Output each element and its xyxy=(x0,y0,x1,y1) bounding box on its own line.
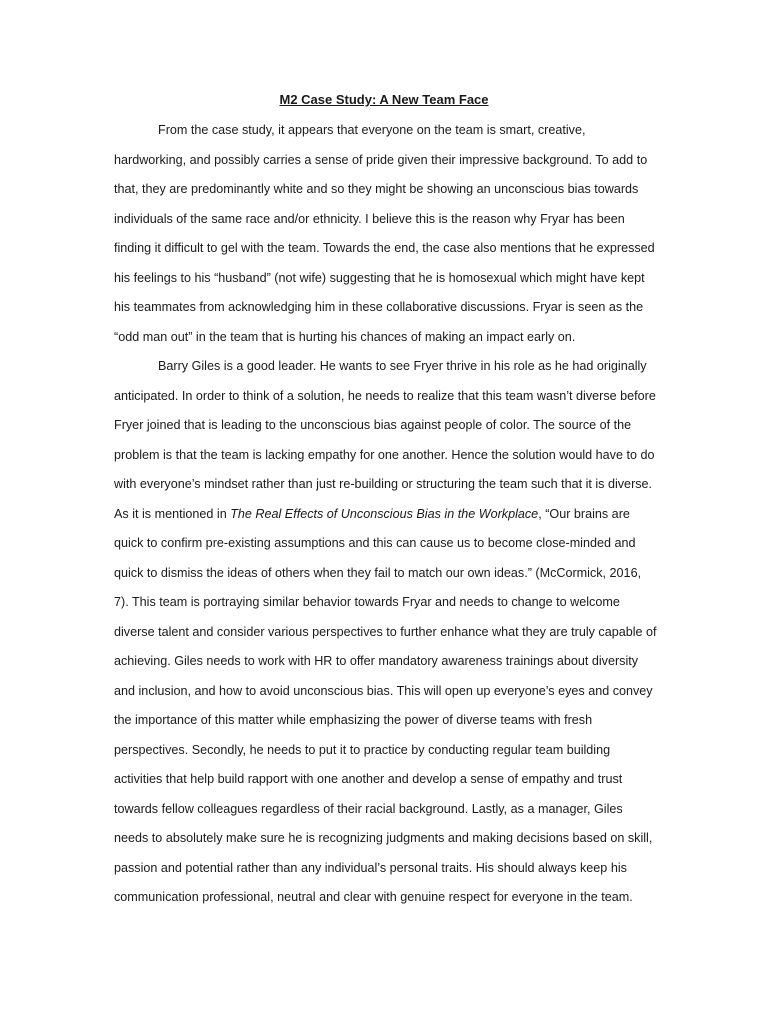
paragraph-2-line: towards fellow colleagues regardless of their racial background. Lastly, as a manager, Giles xyxy=(114,802,623,816)
citation-lead-text: As it is mentioned in xyxy=(114,507,231,521)
paragraph-2-line: and inclusion, and how to avoid unconscious bias. This will open up everyone’s eyes and convey xyxy=(114,684,653,698)
paragraph-2-line: Barry Giles is a good leader. He wants to see Fryer thrive in his role as he had originally xyxy=(158,359,647,373)
document-title: M2 Case Study: A New Team Face xyxy=(279,92,489,107)
paragraph-1-line: his teammates from acknowledging him in these collaborative discussions. Fryar is seen as the xyxy=(114,300,644,314)
paragraph-2-line: achieving. Giles needs to work with HR to offer mandatory awareness trainings about diversity xyxy=(114,654,639,668)
paragraph-2-line-citation xyxy=(114,505,630,523)
paragraph-2-line: 7). This team is portraying similar behavior towards Fryar and needs to change to welcome xyxy=(114,595,620,609)
paragraph-1-line: “odd man out” in the team that is hurting his chances of making an impact early on. xyxy=(114,330,576,344)
paragraph-1-line: that, they are predominantly white and so they might be showing an unconscious bias towards xyxy=(114,182,639,196)
paragraph-2-line: quick to confirm pre-existing assumptions and this can cause us to become close-minded and xyxy=(114,536,636,550)
paragraph-2-line: the importance of this matter while emphasizing the power of diverse teams with fresh xyxy=(114,713,593,727)
paragraph-1-line: From the case study, it appears that everyone on the team is smart, creative, xyxy=(158,123,586,137)
paragraph-2-line: anticipated. In order to think of a solution, he needs to realize that this team wasn’t diverse before xyxy=(114,389,656,403)
cited-work-title: The Real Effects of Unconscious Bias in the Workplace xyxy=(230,507,539,521)
paragraph-2-line: needs to absolutely make sure he is recognizing judgments and making decisions based on skill, xyxy=(114,831,653,845)
paragraph-1-line: individuals of the same race and/or ethnicity. I believe this is the reason why Fryar has been xyxy=(114,212,625,226)
paragraph-2-line: perspectives. Secondly, he needs to put it to practice by conducting regular team building xyxy=(114,743,611,757)
paragraph-1-line: hardworking, and possibly carries a sense of pride given their impressive background. To add to xyxy=(114,153,648,167)
paragraph-2-line: diverse talent and consider various perspectives to further enhance what they are truly capable of xyxy=(114,625,657,639)
paragraph-2-line: passion and potential rather than any individual’s personal traits. His should always keep his xyxy=(114,861,627,875)
paragraph-2-line: problem is that the team is lacking empathy for one another. Hence the solution would have to do xyxy=(114,448,655,462)
paragraph-2-line: quick to dismiss the ideas of others when they fail to match our own ideas.” (McCormick, 2016, xyxy=(114,566,642,580)
paragraph-1-line: his feelings to his “husband” (not wife) suggesting that he is homosexual which might have kept xyxy=(114,271,645,285)
citation-trail-text: , “Our brains are xyxy=(538,507,630,521)
paragraph-2-line: communication professional, neutral and clear with genuine respect for everyone in the team. xyxy=(114,890,633,904)
paragraph-2-line: with everyone’s mindset rather than just re-building or structuring the team such that it is diverse. xyxy=(114,477,653,491)
paragraph-2-line: activities that help build rapport with one another and develop a sense of empathy and trust xyxy=(114,772,623,786)
paragraph-2-line: Fryer joined that is leading to the unconscious bias against people of color. The source of the xyxy=(114,418,632,432)
paragraph-1-line: finding it difficult to gel with the team. Towards the end, the case also mentions that he expressed xyxy=(114,241,655,255)
